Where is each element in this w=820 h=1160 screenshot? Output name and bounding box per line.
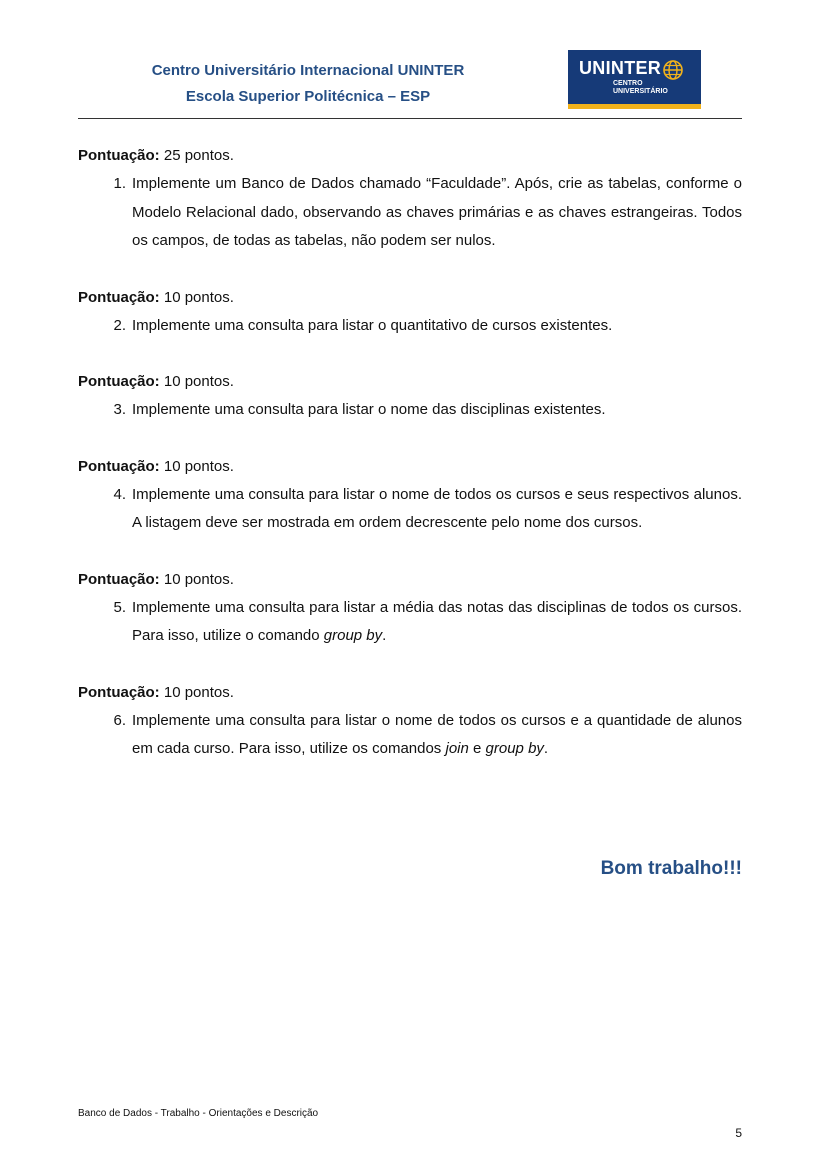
score-label: Pontuação:: [78, 570, 160, 588]
item-text-middle: e: [468, 740, 486, 757]
school-name: Escola Superior Politécnica – ESP: [185, 88, 431, 105]
item-number: 2.: [113, 316, 126, 334]
question-1: [78, 142, 742, 256]
list-item: [78, 707, 742, 764]
score-value: 10 pontos.: [159, 373, 234, 390]
page-header: [78, 46, 742, 118]
item-text: Implemente uma consulta para listar o nome das disciplinas existentes.: [132, 401, 606, 418]
question-4: [78, 453, 742, 538]
logo-subline-2: UNIVERSITÁRIO: [613, 88, 668, 95]
item-text-end: .: [543, 740, 549, 757]
logo-subtitle: [613, 80, 668, 96]
score-value: 10 pontos.: [159, 683, 234, 701]
command-join: join: [445, 740, 469, 757]
item-text: Implemente um Banco de Dados chamado “Faculdade”. Após, crie as tabelas, conforme o Modelo Relacional dado, observando as chaves primárias e as chaves estrangeiras. Todos os campos, de todas as tabelas, não podem ser nulos.: [132, 175, 742, 249]
item-number: 3.: [113, 401, 126, 418]
score-line: [78, 142, 742, 170]
score-label: Pontuação:: [78, 683, 160, 701]
question-2: [78, 284, 742, 341]
command-group-by: group by: [323, 627, 383, 644]
score-value: 10 pontos.: [159, 457, 234, 475]
page-number: 5: [735, 1126, 742, 1140]
item-number: 1.: [113, 175, 126, 192]
logo-wordmark: UNINTER: [579, 58, 662, 78]
item-text: Implemente uma consulta para listar o quantitativo de cursos existentes.: [132, 316, 613, 334]
score-line: [78, 368, 742, 396]
item-text: [126, 707, 742, 764]
footer-document-title: Banco de Dados - Trabalho - Orientações e Descrição: [78, 1108, 319, 1119]
document-body: [78, 142, 742, 792]
institution-block: [78, 60, 538, 108]
list-item: [78, 396, 742, 425]
item-text: [126, 594, 742, 651]
question-3: [78, 368, 742, 425]
header-divider: [78, 118, 742, 119]
score-label: Pontuação:: [78, 288, 160, 306]
item-text-end: .: [382, 627, 387, 644]
score-line: [78, 566, 742, 594]
item-text-start: Implemente uma consulta para listar a média das notas das disciplinas de todos os cursos. Para isso, utilize o comando: [132, 598, 742, 644]
closing-message: Bom trabalho!!!: [600, 858, 742, 879]
question-5: [78, 566, 742, 651]
item-number: 5.: [113, 598, 126, 616]
globe-icon: [662, 59, 684, 81]
score-line: [78, 284, 742, 312]
score-value: 25 pontos.: [159, 147, 234, 164]
item-text: Implemente uma consulta para listar o nome de todos os cursos e seus respectivos alunos. A listagem deve ser mostrada em ordem decrescente pelo nome dos cursos.: [132, 485, 742, 531]
logo-subline-1: CENTRO: [613, 80, 643, 87]
institution-name: Centro Universitário Internacional UNINTER: [151, 62, 465, 79]
list-item: [78, 481, 742, 538]
uninter-logo: [568, 50, 701, 109]
item-number: 4.: [113, 485, 126, 503]
item-text-start: Implemente uma consulta para listar o nome de todos os cursos e a quantidade de alunos em cada curso. Para isso, utilize os comandos: [132, 711, 742, 757]
list-item: [78, 170, 742, 256]
item-number: 6.: [113, 711, 126, 729]
command-group-by: group by: [485, 740, 544, 757]
score-value: 10 pontos.: [159, 570, 234, 588]
list-item: [78, 312, 742, 341]
list-item: [78, 594, 742, 651]
score-line: [78, 679, 742, 707]
score-label: Pontuação:: [78, 457, 160, 475]
question-6: [78, 679, 742, 764]
score-label: Pontuação:: [78, 373, 160, 390]
score-value: 10 pontos.: [159, 288, 234, 306]
score-label: Pontuação:: [78, 147, 160, 164]
score-line: [78, 453, 742, 481]
